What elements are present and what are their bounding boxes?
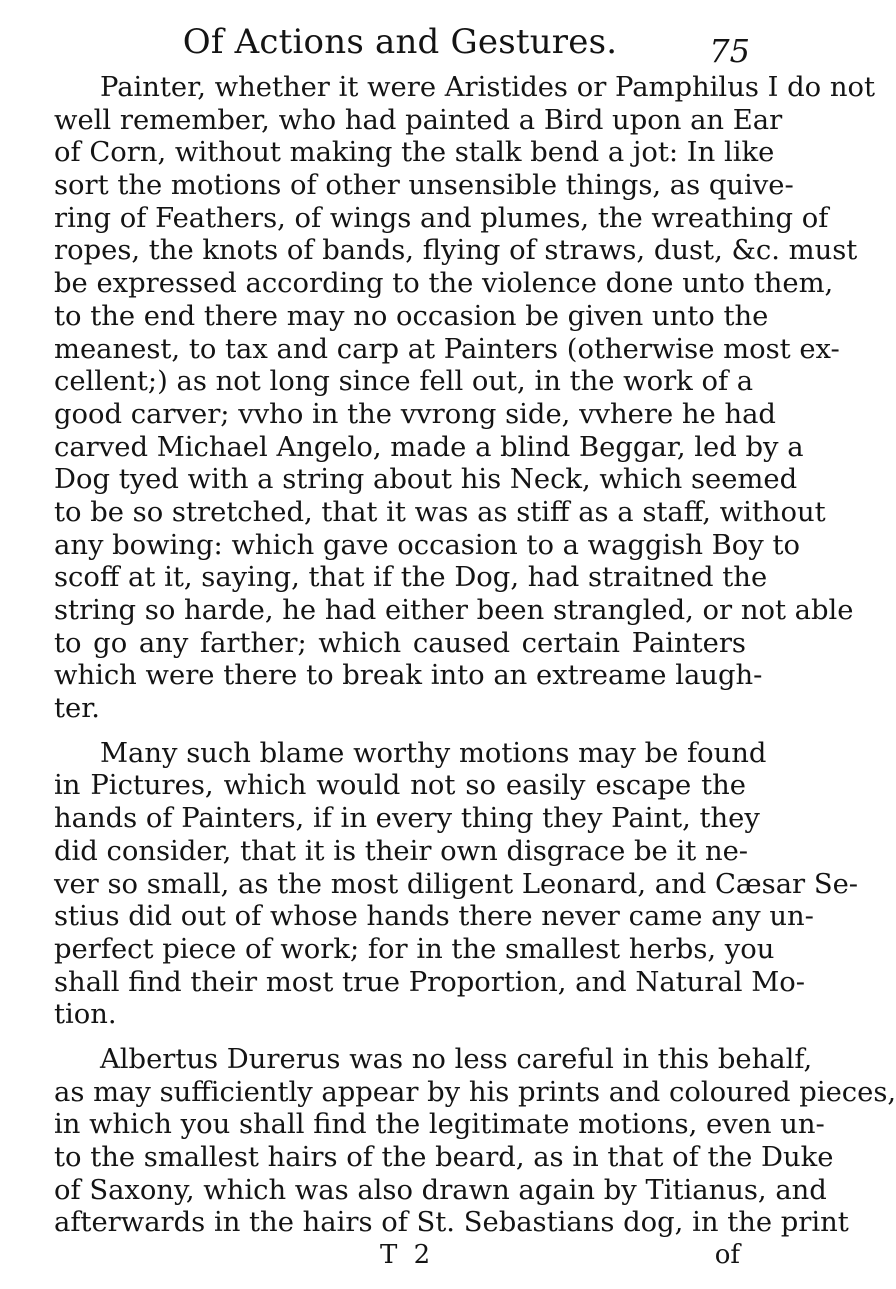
- text-line: of Corn, without making the stalk bend a jot: In like: [54, 137, 775, 169]
- running-header: [0, 14, 800, 74]
- text-line: stius did out of whose hands there never came any un-: [54, 901, 814, 933]
- text-line: to go any farther; which caused certain Painters: [54, 627, 746, 659]
- text-line: ter.: [54, 693, 101, 725]
- text-line: to be so stretched, that it was as stiff as a staff, without: [54, 496, 826, 528]
- text-line: ring of Feathers, of wings and plumes, the wreathing of: [54, 202, 829, 234]
- text-line: afterwards in the hairs of St. Sebastians dog, in the print: [54, 1207, 849, 1239]
- paragraph-3: [54, 1043, 896, 1240]
- text-line: meanest, to tax and carp at Painters (otherwise most ex-: [54, 333, 840, 365]
- text-line: good carver; vvho in the vvrong side, vvhere he had: [54, 398, 776, 430]
- text-line: hands of Painters, if in every thing they Paint, they: [54, 803, 760, 835]
- text-line: string so harde, he had either been strangled, or not able: [54, 595, 854, 626]
- text-line: Dog tyed with a string about his Neck, which seemed: [54, 464, 798, 496]
- text-line: scoff at it, saying, that if the Dog, had straitned the: [54, 562, 768, 594]
- text-line: Albertus Durerus was no less careful in this behalf,: [100, 1043, 813, 1075]
- catchword: of: [714, 1240, 740, 1270]
- running-title: Of Actions and Gestures.: [182, 22, 618, 62]
- text-line: Painter, whether it were Aristides or Pamphilus I do not: [100, 72, 875, 103]
- text-line: tion.: [54, 999, 117, 1031]
- text-line: well remember, who had painted a Bird upon an Ear: [54, 104, 783, 136]
- signature-mark: T 2: [380, 1240, 435, 1270]
- text-line: in which you shall find the legitimate motions, even un-: [54, 1109, 825, 1141]
- text-line: to the smallest hairs of the beard, as in that of the Duke: [54, 1142, 834, 1173]
- text-line: did consider, that it is their own disgrace be it ne-: [54, 835, 749, 867]
- page-number: 75: [709, 32, 750, 70]
- text-line: any bowing: which gave occasion to a waggish Boy to: [54, 529, 800, 561]
- text-line: carved Michael Angelo, made a blind Beggar, led by a: [54, 431, 804, 463]
- text-line: shall find their most true Proportion, and Natural Mo-: [54, 966, 805, 998]
- text-line: of Saxony, which was also drawn again by Titianus, and: [54, 1174, 827, 1206]
- page-body: [54, 72, 896, 1240]
- text-line: which were there to break into an extreame laugh-: [54, 660, 763, 692]
- text-line: Many such blame worthy motions may be found: [100, 737, 767, 769]
- paragraph-2: [54, 737, 859, 1032]
- text-line: perfect piece of work; for in the smallest herbs, you: [54, 933, 775, 965]
- text-line: be expressed according to the violence done unto them,: [54, 268, 834, 300]
- text-line: ver so small, as the most diligent Leonard, and Cæsar Se-: [54, 868, 859, 900]
- page-footer: [0, 1240, 800, 1280]
- paragraph-1: [54, 72, 875, 726]
- text-line: sort the motions of other unsensible things, as quive-: [54, 170, 794, 202]
- text-line: ropes, the knots of bands, flying of straws, dust, &c. must: [54, 235, 858, 267]
- text-line: as may sufficiently appear by his prints and coloured pieces,: [54, 1076, 896, 1108]
- text-line: to the end there may no occasion be given unto the: [54, 300, 769, 332]
- text-line: in Pictures, which would not so easily escape the: [54, 770, 746, 802]
- text-line: cellent;) as not long since fell out, in the work of a: [54, 366, 754, 398]
